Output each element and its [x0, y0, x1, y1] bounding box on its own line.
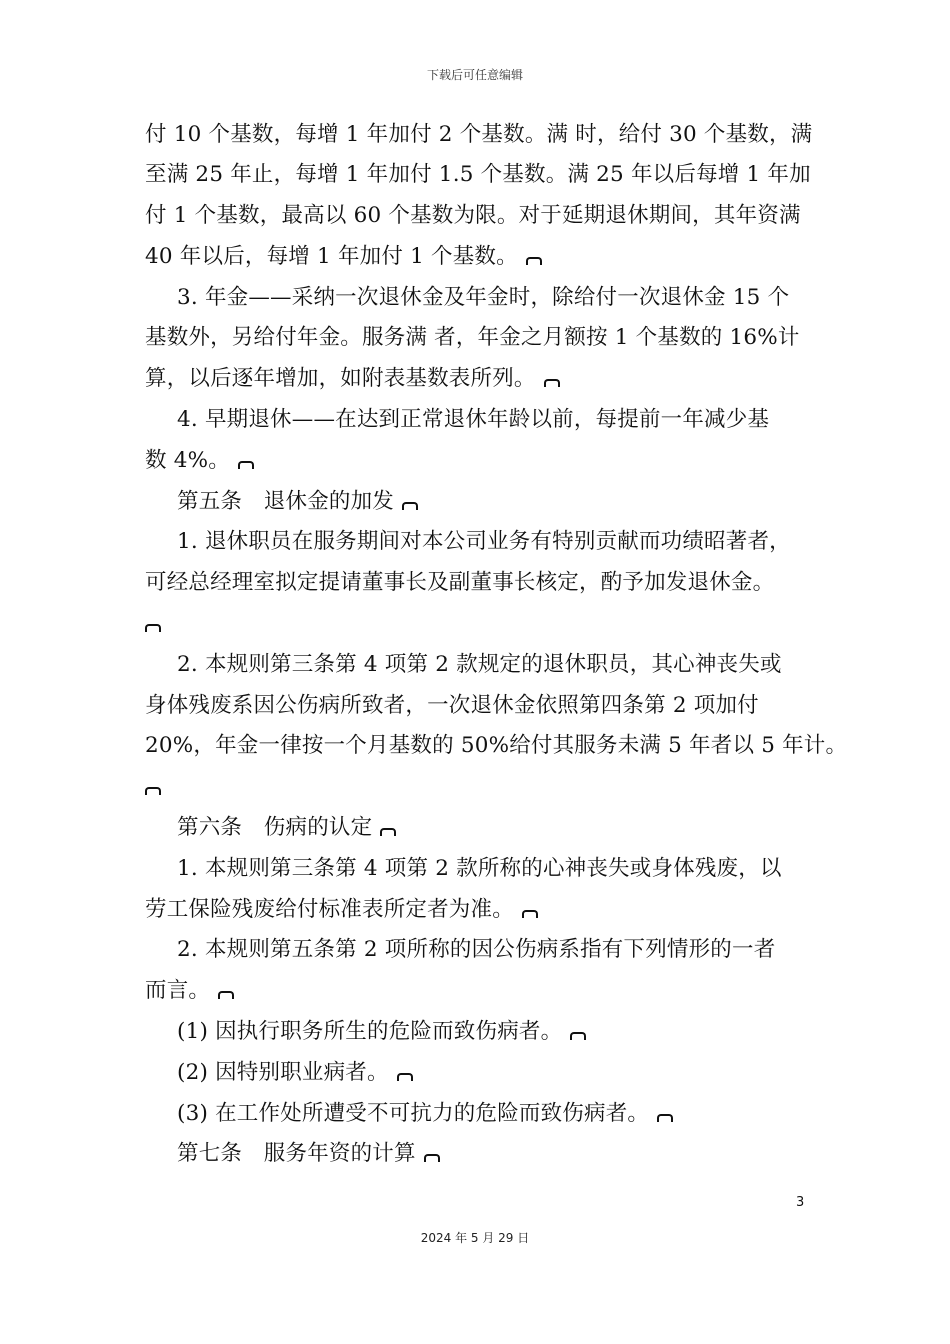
- page-number: 3: [796, 1195, 805, 1210]
- text-line: 付 10 个基数，每增 1 年加付 2 个基数。满 时，给付 30 个基数，满: [145, 122, 813, 147]
- text-line: 3. 年金——采纳一次退休金及年金时，除给付一次退休金 15 个: [177, 285, 790, 310]
- text-line: 2. 本规则第五条第 2 项所称的因公伤病系指有下列情形的一者: [177, 937, 776, 962]
- text-line: 算，以后逐年增加，如附表基数表所列。: [145, 359, 560, 399]
- section-heading: 第七条 服务年资的计算: [177, 1134, 440, 1174]
- paragraph-mark-icon: [380, 828, 396, 836]
- page-header: 下载后可任意编辑: [426, 68, 523, 82]
- list-item: (3) 在工作处所遭受不可抗力的危险而致伤病者。: [177, 1094, 673, 1134]
- text-line: 20%，年金一律按一个月基数的 50%给付其服务未满 5 年者以 5 年计。: [145, 733, 848, 758]
- paragraph-mark-icon: [570, 1032, 586, 1040]
- paragraph-mark-icon: [238, 461, 254, 469]
- paragraph-mark-icon: [145, 787, 161, 795]
- paragraph-mark-icon: [657, 1114, 673, 1122]
- text-line: 4. 早期退休——在达到正常退休年龄以前，每提前一年减少基: [177, 407, 770, 432]
- text-line: 数 4%。: [145, 441, 254, 481]
- text-line: 2. 本规则第三条第 4 项第 2 款规定的退休职员，其心神丧失或: [177, 652, 782, 677]
- text-line: 劳工保险残废给付标准表所定者为准。: [145, 890, 538, 930]
- paragraph-mark-icon: [218, 991, 234, 999]
- list-item: (1) 因执行职务所生的危险而致伤病者。: [177, 1012, 586, 1052]
- paragraph-mark-icon: [145, 624, 161, 632]
- text-line: 基数外，另给付年金。服务满 者，年金之月额按 1 个基数的 16%计: [145, 325, 800, 350]
- text-line: 至满 25 年止，每增 1 年加付 1.5 个基数。满 25 年以后每增 1 年加: [145, 162, 811, 187]
- text-line: 身体残废系因公伤病所致者，一次退休金依照第四条第 2 项加付: [145, 693, 759, 718]
- section-heading: 第六条 伤病的认定: [177, 808, 396, 848]
- list-item: (2) 因特别职业病者。: [177, 1053, 413, 1093]
- text-line: [145, 604, 161, 644]
- text-line: 而言。: [145, 971, 234, 1011]
- paragraph-mark-icon: [526, 257, 542, 265]
- paragraph-mark-icon: [397, 1073, 413, 1081]
- text-line: 1. 本规则第三条第 4 项第 2 款所称的心神丧失或身体残废，以: [177, 856, 782, 881]
- text-line: 付 1 个基数，最高以 60 个基数为限。对于延期退休期间，其年资满: [145, 203, 801, 228]
- text-line: 40 年以后，每增 1 年加付 1 个基数。: [145, 237, 542, 277]
- paragraph-mark-icon: [424, 1154, 440, 1162]
- text-line: 可经总经理室拟定提请董事长及副董事长核定，酌予加发退休金。: [145, 570, 775, 595]
- text-line: [145, 767, 161, 807]
- text-line: 1. 退休职员在服务期间对本公司业务有特别贡献而功绩昭著者，: [177, 529, 791, 554]
- section-heading: 第五条 退休金的加发: [177, 482, 418, 522]
- paragraph-mark-icon: [522, 910, 538, 918]
- paragraph-mark-icon: [402, 502, 418, 510]
- paragraph-mark-icon: [544, 379, 560, 387]
- page-footer-date: 2024 年 5 月 29 日: [420, 1231, 530, 1245]
